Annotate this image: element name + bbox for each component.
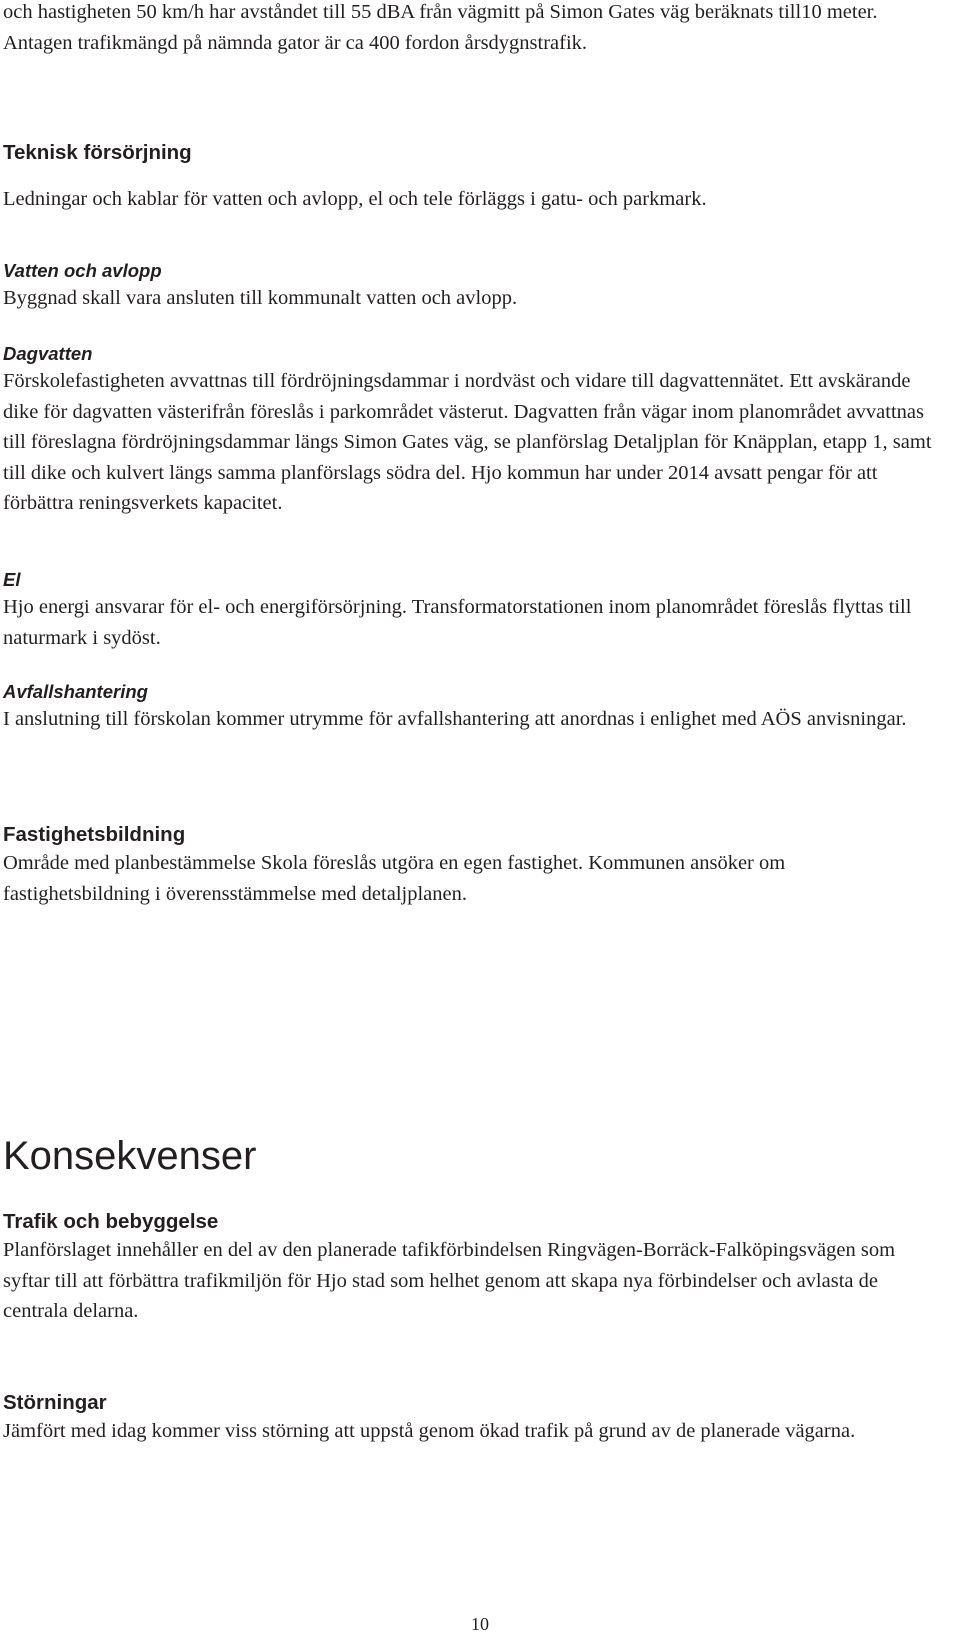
teknisk-section [3,140,933,215]
teknisk-heading: Teknisk försörjning [3,141,192,164]
trafik-paragraph: Planförslaget innehåller en del av den planerade tafikförbindelsen Ringvägen-Borräck-Falköpingsvägen som syftar till att förbättra trafikmiljön för Hjo stad som helhet genom att skapa nya förbindelser och avlasta de centrala delarna. [3,1239,896,1322]
storningar-heading: Störningar [3,1391,107,1414]
teknisk-paragraph: Ledningar och kablar för vatten och avlopp, el och tele förläggs i gatu- och parkmark. [3,188,707,210]
vatten-section [3,259,933,314]
vatten-heading: Vatten och avlopp [3,260,162,281]
trafik-section [3,1209,933,1327]
avfall-section [3,680,933,735]
fastighet-paragraph: Område med planbestämmelse Skola föreslås utgöra en egen fastighet. Kommunen ansöker om fastighetsbildning i överensstämmelse med detaljplanen. [3,852,786,905]
avfall-heading: Avfallshantering [3,681,148,702]
dagvatten-heading: Dagvatten [3,343,93,364]
avfall-paragraph: I anslutning till förskolan kommer utrymme för avfallshantering att anordnas i enlighet med AÖS anvisningar. [3,708,907,730]
intro-paragraph: och hastigheten 50 km/h har avståndet till 55 dBA från vägmitt på Simon Gates väg beräknats till10 meter. Antagen trafikmängd på nämnda gator är ca 400 fordon årsdygnstrafik. [3,1,878,54]
fastighet-section [3,822,933,909]
dagvatten-section [3,342,933,519]
intro-section [3,0,933,58]
konsekvenser-heading: Konsekvenser [3,1134,257,1178]
konsekvenser-section [3,1132,933,1180]
dagvatten-paragraph: Förskolefastigheten avvattnas till fördröjningsdammar i nordväst och vidare till dagvattennätet. Ett avskärande dike för dagvatten västerifrån föreslås i parkområdet västerut. Dagvatten från vägar inom planområdet avvattnas till föreslagna fördröjningsdammar längs Simon Gates väg, se planförslag Detaljplan för Knäpplan, etapp 1, samt till dike och kulvert längs samma planförslags södra del. Hjo kommun har under 2014 avsatt pengar för att förbättra reningsverkets kapacitet. [3,370,932,514]
vatten-paragraph: Byggnad skall vara ansluten till kommunalt vatten och avlopp. [3,287,518,309]
page-number: 10 [471,1614,489,1634]
storningar-section [3,1390,933,1447]
storningar-paragraph: Jämfört med idag kommer viss störning att uppstå genom ökad trafik på grund av de planerade vägarna. [3,1420,856,1442]
el-paragraph: Hjo energi ansvarar för el- och energiförsörjning. Transformatorstationen inom planområdet föreslås flyttas till naturmark i sydöst. [3,596,912,649]
trafik-heading: Trafik och bebyggelse [3,1210,219,1233]
fastighet-heading: Fastighetsbildning [3,823,186,846]
el-section [3,568,933,653]
el-heading: El [3,569,21,590]
